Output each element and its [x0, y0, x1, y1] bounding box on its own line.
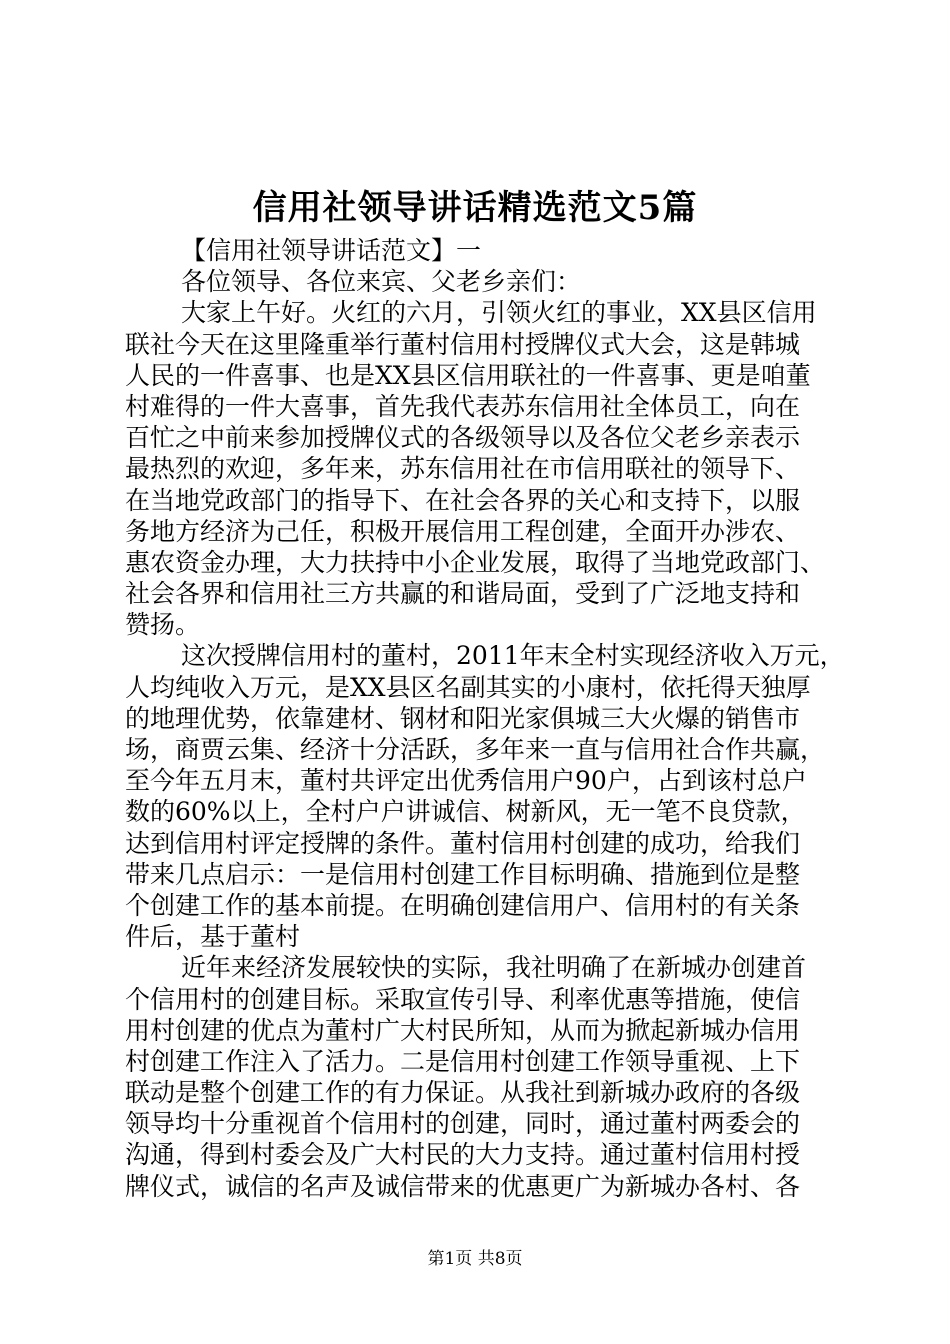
text-line: 沟通，得到村委会及广大村民的大力支持。通过董村信用村授 — [125, 1140, 801, 1170]
text-line: 个创建工作的基本前提。在明确创建信用户、信用村的有关条 — [125, 890, 801, 920]
text-line: 数的60%以上，全村户户讲诚信、树新风，无一笔不良贷款， — [125, 797, 806, 827]
text-line: 在当地党政部门的指导下、在社会各界的关心和支持下，以服 — [125, 485, 801, 515]
section-heading: 【信用社领导讲话范文】一 — [181, 236, 482, 265]
document-title: 信用社领导讲话精选范文5篇 — [252, 188, 698, 228]
text-line: 达到信用村评定授牌的条件。董村信用村创建的成功，给我们 — [125, 828, 801, 858]
text-line: 村创建工作注入了活力。二是信用村创建工作领导重视、上下 — [125, 1046, 801, 1076]
text-line: 联动是整个创建工作的有力保证。从我社到新城办政府的各级 — [125, 1078, 801, 1108]
text-line: 赞扬。 — [125, 610, 201, 640]
text-line: 用村创建的优点为董村广大村民所知，从而为掀起新城办信用 — [125, 1015, 801, 1045]
text-line: 至今年五月末，董村共评定出优秀信用户90户，占到该村总户 — [125, 766, 807, 796]
text-line: 百忙之中前来参加授牌仪式的各级领导以及各位父老乡亲表示 — [125, 423, 801, 453]
text-line: 这次授牌信用村的董村，2011年末全村实现经济收入万元， — [181, 641, 845, 671]
text-line: 最热烈的欢迎，多年来，苏东信用社在市信用联社的领导下、 — [125, 454, 801, 484]
text-line: 村难得的一件大喜事，首先我代表苏东信用社全体员工，向在 — [125, 391, 801, 421]
text-line: 带来几点启示：一是信用村创建工作目标明确、措施到位是整 — [125, 859, 801, 889]
document-body — [125, 235, 845, 1202]
text-line: 近年来经济发展较快的实际，我社明确了在新城办创建首 — [181, 953, 807, 983]
text-line: 件后，基于董村 — [125, 922, 301, 952]
text-line: 的地理优势，依靠建材、钢材和阳光家俱城三大火爆的销售市 — [125, 703, 801, 733]
text-line: 务地方经济为己任，积极开展信用工程创建，全面开办涉农、 — [125, 516, 801, 546]
text-line: 联社今天在这里隆重举行董村信用村授牌仪式大会，这是韩城 — [125, 329, 801, 359]
text-line: 社会各界和信用社三方共赢的和谐局面，受到了广泛地支持和 — [125, 579, 801, 609]
text-line: 人民的一件喜事、也是XX县区信用联社的一件喜事、更是咱董 — [125, 360, 811, 390]
text-line: 大家上午好。火红的六月，引领火红的事业，XX县区信用 — [181, 298, 817, 328]
text-line: 个信用村的创建目标。采取宣传引导、利率优惠等措施，使信 — [125, 984, 801, 1014]
text-line: 领导均十分重视首个信用村的创建，同时，通过董村两委会的 — [125, 1109, 801, 1139]
text-line: 惠农资金办理，大力扶持中小企业发展，取得了当地党政部门、 — [125, 547, 826, 577]
text-line: 人均纯收入万元，是XX县区名副其实的小康村，依托得天独厚 — [125, 672, 811, 702]
page-footer: 第1页 共8页 — [427, 1249, 523, 1269]
salutation: 各位领导、各位来宾、父老乡亲们： — [181, 267, 582, 297]
text-line: 牌仪式，诚信的名声及诚信带来的优惠更广为新城办各村、各 — [125, 1171, 801, 1201]
text-line: 场，商贾云集、经济十分活跃，多年来一直与信用社合作共赢， — [125, 735, 826, 764]
